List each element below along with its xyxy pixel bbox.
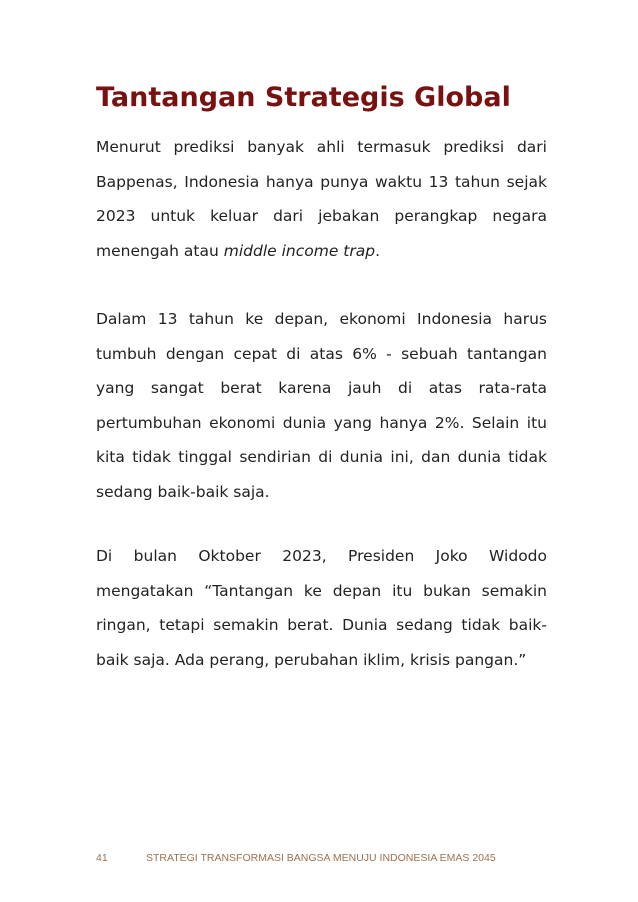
page-number: 41 [96,852,108,864]
paragraph-1-italic-term: middle income trap [223,241,376,260]
paragraph-2: Dalam 13 tahun ke depan, ekonomi Indonesia harus tumbuh dengan cepat di atas 6% - sebuah tantangan yang sangat berat karena jauh di atas rata-rata pertumbuhan ekonomi dunia yang hanya 2%. Selain itu kita tidak tinggal sendirian di dunia ini, dan dunia tidak sedang baik-baik saja. [96,310,547,501]
paragraph-3: Di bulan Oktober 2023, Presiden Joko Widodo mengatakan “Tantangan ke depan itu bukan semakin ringan, tetapi semakin berat. Dunia sedang tidak baik-baik saja. Ada perang, perubahan iklim, krisis pangan.” [96,547,547,669]
paragraph-1-end: . [375,241,381,260]
page-title: Tantangan Strategis Global [96,82,511,113]
page-footer [96,851,536,865]
paragraph-1-text: Menurut prediksi banyak ahli termasuk prediksi dari Bappenas, Indonesia hanya punya waktu 13 tahun sejak 2023 untuk keluar dari jebakan perangkap negara menengah atau [96,138,547,260]
running-title: STRATEGI TRANSFORMASI BANGSA MENUJU INDONESIA EMAS 2045 [146,852,496,864]
paragraph-1 [96,130,547,268]
